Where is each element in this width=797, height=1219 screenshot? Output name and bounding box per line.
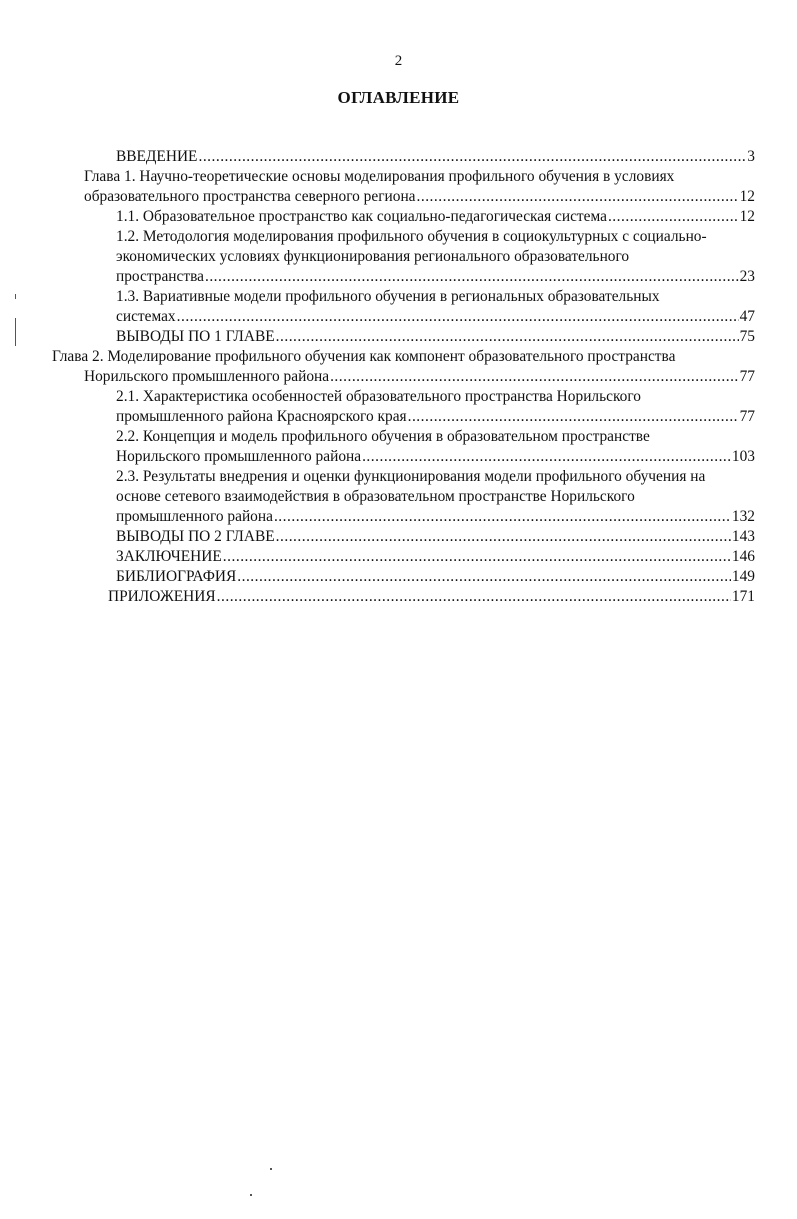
toc-entry-chapter-1[interactable] (84, 167, 755, 207)
toc-page-number: 3 (747, 148, 755, 165)
toc-entry-title: системах (116, 308, 176, 325)
toc-entry-section-2-3[interactable] (116, 467, 755, 527)
toc-page-number: 77 (739, 408, 755, 425)
toc-page-number: 12 (739, 188, 755, 205)
page-number: 2 (394, 53, 403, 69)
toc-dot-leader (223, 547, 731, 567)
toc-entry-title: ЗАКЛЮЧЕНИЕ (116, 548, 222, 565)
toc-entry-section-1-3[interactable] (116, 287, 755, 327)
toc-entry-bibliography[interactable] (116, 567, 755, 587)
toc-entry-title: образовательного пространства северного региона (84, 188, 416, 205)
toc-dot-leader (408, 407, 739, 427)
toc-entry-line: экономических условиях функционирования регионального образовательного (116, 248, 630, 265)
toc-entry-title: Норильского промышленного района (116, 448, 362, 465)
toc-entry-line: 2.3. Результаты внедрения и оценки функционирования модели профильного обучения на (116, 468, 706, 485)
toc-page-number: 47 (739, 308, 755, 325)
toc-entry-conclusion[interactable] (116, 547, 755, 567)
toc-entry-title: ВЫВОДЫ ПО 2 ГЛАВЕ (116, 528, 275, 545)
scan-mark (270, 1168, 272, 1170)
toc-entry-title: 1.1. Образовательное пространство как социально-педагогическая система (116, 208, 607, 225)
toc-dot-leader (237, 567, 731, 587)
toc-page-number: 75 (739, 328, 755, 345)
toc-dot-leader (205, 267, 739, 287)
toc-page-number: 171 (731, 588, 755, 605)
toc-page-number: 77 (739, 368, 755, 385)
toc-entry-chapter-2[interactable] (52, 347, 755, 387)
toc-dot-leader (177, 307, 739, 327)
toc-dot-leader (330, 367, 739, 387)
toc-entry-section-2-2[interactable] (116, 427, 755, 467)
toc-entry-conclusions-1[interactable] (116, 327, 755, 347)
toc-entry-title: ВВЕДЕНИЕ (116, 148, 198, 165)
toc-dot-leader (608, 207, 739, 227)
toc-entry-conclusions-2[interactable] (116, 527, 755, 547)
toc-dot-leader (417, 187, 739, 207)
toc-entry-appendices[interactable] (108, 587, 755, 607)
toc-entry-title: БИБЛИОГРАФИЯ (116, 568, 237, 585)
toc-dot-leader (198, 147, 746, 167)
toc-entry-title: промышленного района (116, 508, 273, 525)
toc-entry-title: ВЫВОДЫ ПО 1 ГЛАВЕ (116, 328, 275, 345)
page-title: ОГЛАВЛЕНИЕ (337, 88, 460, 107)
toc-dot-leader (276, 327, 739, 347)
scan-mark (15, 318, 16, 346)
toc-entry-introduction[interactable] (116, 147, 755, 167)
toc-entry-section-2-1[interactable] (116, 387, 755, 427)
scan-mark (250, 1194, 252, 1196)
toc-entry-title: промышленного района Красноярского края (116, 408, 407, 425)
toc-entry-section-1-2[interactable] (116, 227, 755, 287)
toc-entry-line: 1.2. Методология моделирования профильного обучения в социокультурных с социально- (116, 228, 707, 245)
toc-page-number: 143 (731, 528, 755, 545)
toc-entry-line: Глава 2. Моделирование профильного обучения как компонент образовательного пространства (52, 348, 676, 365)
toc-entry-title: пространства (116, 268, 204, 285)
toc-entry-line: основе сетевого взаимодействия в образовательном пространстве Норильского (116, 488, 635, 505)
toc-page-number: 149 (731, 568, 755, 585)
toc-page-number: 146 (731, 548, 755, 565)
toc-dot-leader (217, 587, 731, 607)
scan-mark (15, 294, 16, 299)
toc-dot-leader (274, 507, 731, 527)
toc-page-number: 23 (739, 268, 755, 285)
toc-dot-leader (362, 447, 731, 467)
toc-page-number: 103 (731, 448, 755, 465)
toc-entry-line: 2.2. Концепция и модель профильного обучения в образовательном пространстве (116, 428, 650, 445)
toc-dot-leader (276, 527, 731, 547)
toc-entry-title: ПРИЛОЖЕНИЯ (108, 588, 216, 605)
toc-page-number: 12 (739, 208, 755, 225)
toc-entry-title: Норильского промышленного района (84, 368, 330, 385)
toc-page-number: 132 (731, 508, 755, 525)
toc-entry-line: Глава 1. Научно-теоретические основы моделирования профильного обучения в условиях (84, 168, 675, 185)
table-of-contents (0, 147, 797, 607)
toc-entry-line: 2.1. Характеристика особенностей образовательного пространства Норильского (116, 388, 641, 405)
toc-entry-line: 1.3. Вариативные модели профильного обучения в региональных образовательных (116, 288, 660, 305)
toc-entry-section-1-1[interactable] (116, 207, 755, 227)
